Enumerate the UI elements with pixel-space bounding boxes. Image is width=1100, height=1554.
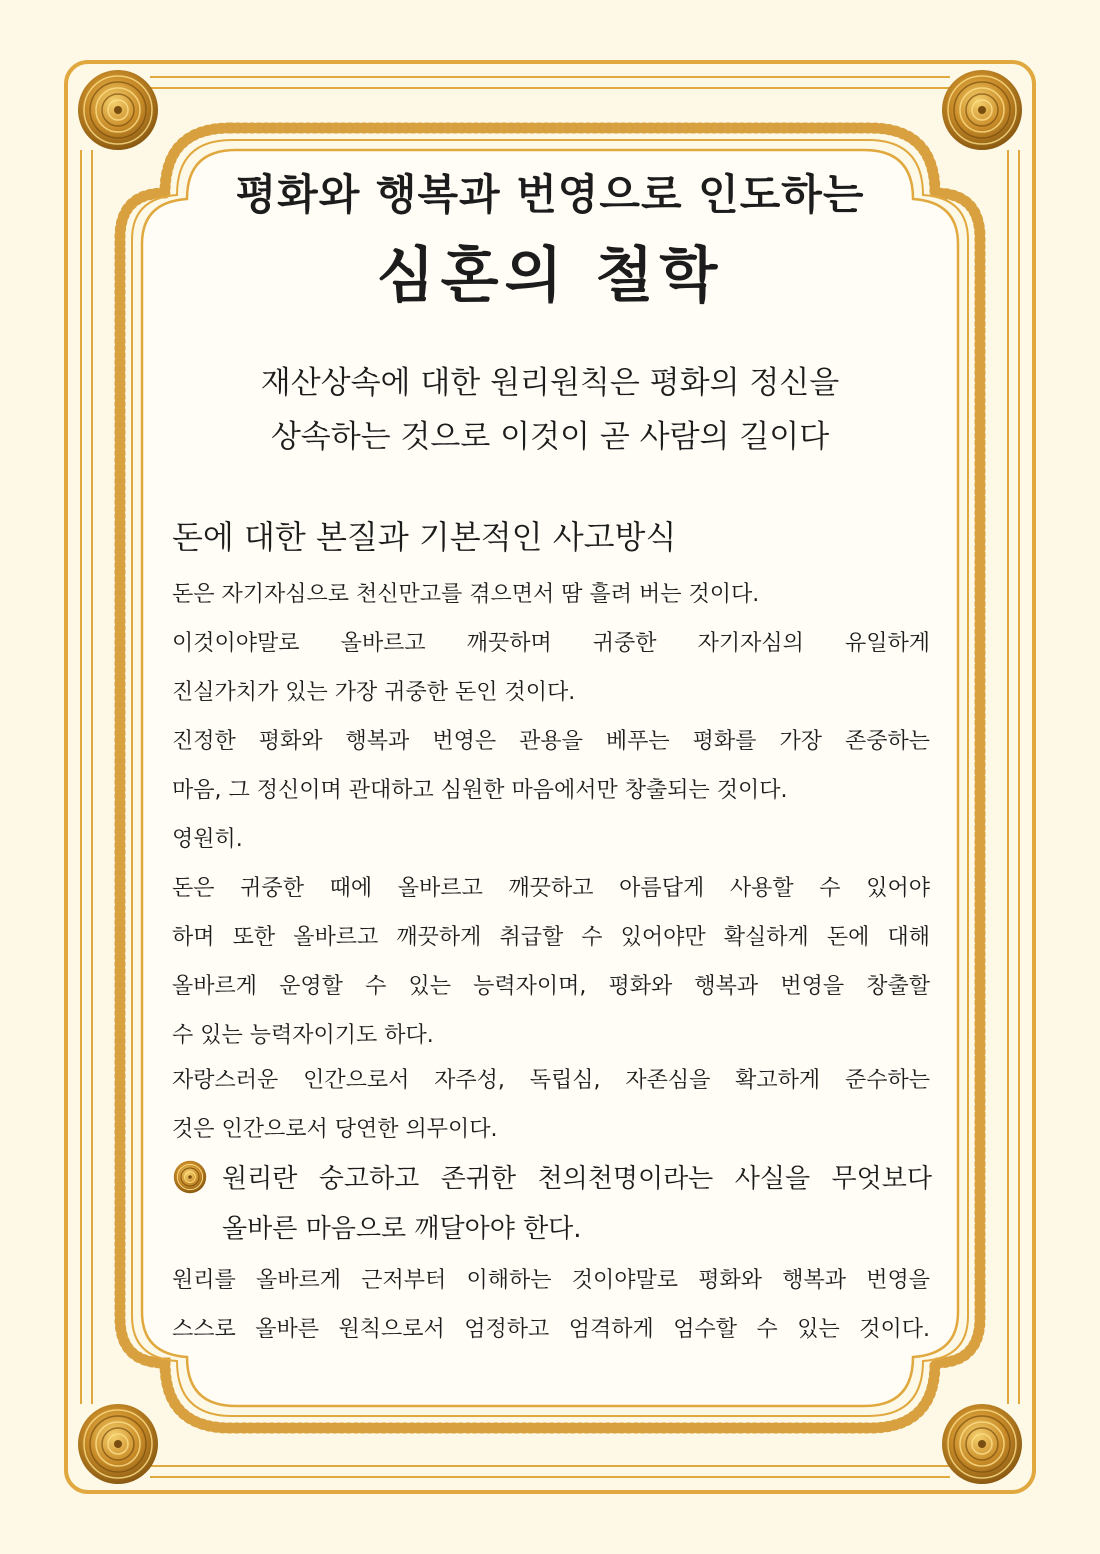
subtitle <box>0 356 1100 464</box>
body-line: 영원히. <box>172 827 243 852</box>
subtitle-line-2: 상속하는 것으로 이것이 곧 사람의 길이다 <box>270 419 830 455</box>
highlight-line-2: 올바른 마음으로 깨달아야 한다. <box>222 1214 582 1244</box>
body-paragraphs <box>172 570 930 1060</box>
body-line: 하며 또한 올바르고 깨끗하게 취급할 수 있어야만 확실하게 돈에 대해 <box>172 925 930 950</box>
highlight-line-1: 원리란 숭고하고 존귀한 천의천명이라는 사실을 무엇보다 <box>222 1164 932 1194</box>
body-line: 돈은 자기자심으로 천신만고를 겪으면서 땀 흘려 버는 것이다. <box>172 582 760 607</box>
title-line-1: 평화와 행복과 번영으로 인도하는 <box>235 170 865 219</box>
subtitle-line-1: 재산상속에 대한 원리원칙은 평화의 정신을 <box>260 365 840 401</box>
title-line-2: 심혼의 철학 <box>376 241 724 311</box>
closing-line-2: 스스로 올바른 원칙으로서 엄정하고 엄격하게 엄수할 수 있는 것이다. <box>172 1317 930 1342</box>
body-line: 진실가치가 있는 가장 귀중한 돈인 것이다. <box>172 680 576 705</box>
body-line: 진정한 평화와 행복과 번영은 관용을 베푸는 평화를 가장 존중하는 <box>172 729 930 754</box>
body-line: 이것이야말로 올바르고 깨끗하며 귀중한 자기자심의 유일하게 <box>172 631 930 656</box>
gold-coin-icon <box>172 1159 208 1195</box>
highlight-text <box>222 1154 932 1254</box>
body-line: 것은 인간으로서 당연한 의무이다. <box>172 1117 498 1142</box>
body-line: 돈은 귀중한 때에 올바르고 깨끗하고 아름답게 사용할 수 있어야 <box>172 876 930 901</box>
body-line: 수 있는 능력자이기도 하다. <box>172 1023 434 1048</box>
closing-line-1: 원리를 올바르게 근저부터 이해하는 것이야말로 평화와 행복과 번영을 <box>172 1268 930 1293</box>
section-heading: 돈에 대한 본질과 기본적인 사고방식 <box>172 518 677 556</box>
body-line: 올바르게 운영할 수 있는 능력자이며, 평화와 행복과 번영을 창출할 <box>172 974 930 999</box>
body-line: 마음, 그 정신이며 관대하고 심원한 마음에서만 창출되는 것이다. <box>172 778 788 803</box>
closing-paragraph <box>172 1256 930 1354</box>
body-line: 자랑스러운 인간으로서 자주성, 독립심, 자존심을 확고하게 준수하는 <box>172 1068 930 1093</box>
body-paragraph-2 <box>172 1056 930 1154</box>
